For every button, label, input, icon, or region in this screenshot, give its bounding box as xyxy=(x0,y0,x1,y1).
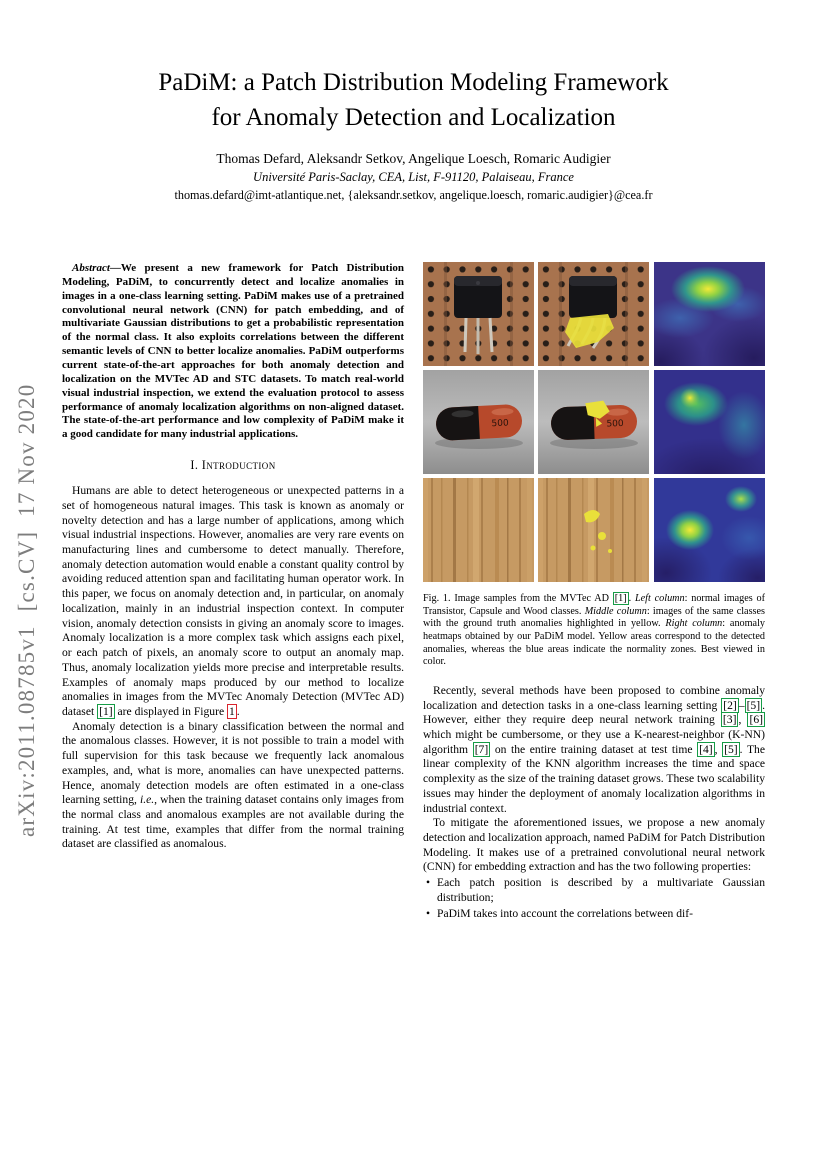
reference-link[interactable]: 1 xyxy=(229,704,235,718)
text-segment: Middle column xyxy=(584,605,647,617)
right-column xyxy=(423,262,765,921)
text-segment: Recently, several methods have been proposed to combine anomaly localization and detection tasks in a one-class learning setting xyxy=(423,683,765,712)
bullet-item-1 xyxy=(423,876,765,905)
text-segment: – xyxy=(738,698,745,712)
arxiv-watermark: arXiv:2011.08785v1 [cs.CV] 17 Nov 2020 xyxy=(14,383,39,837)
intro-paragraph-2 xyxy=(62,720,404,852)
citation-link[interactable]: [5] xyxy=(724,742,738,756)
emails-line: thomas.defard@imt-atlantique.net, {aleksandr.setkov, angelique.loesch, romaric.audigier}@cea.fr xyxy=(174,188,653,202)
citation-link[interactable]: [2] xyxy=(723,698,737,712)
citation-link[interactable]: [7] xyxy=(474,742,489,756)
text-segment: To mitigate the aforementioned issues, we propose a new anomaly detection and localization approach, named PaDiM for Patch Distribution Modeling. It makes use of a pretrained convolutional neural network (CNN) for embedding extraction and has the two following properties: xyxy=(423,816,765,874)
title-line-2: for Anomaly Detection and Localization xyxy=(211,103,616,131)
figure-cell-transistor-heatmap xyxy=(654,262,765,366)
authors-line: Thomas Defard, Aleksandr Setkov, Angelique Loesch, Romaric Audigier xyxy=(216,151,611,166)
affiliation-line: Université Paris-Saclay, CEA, List, F-91120, Palaiseau, France xyxy=(253,170,574,184)
text-segment: : anomaly heatmaps obtained by our PaDiM model. Yellow areas correspond to the detected anomalies, whereas the blue areas indicate the normality zones. Best viewed in color. xyxy=(423,618,766,668)
citation-link[interactable]: [1] xyxy=(614,593,627,604)
citation-link[interactable]: [5] xyxy=(746,698,761,712)
figure-cell-wood-normal xyxy=(423,478,534,582)
figure-cell-transistor-anomaly xyxy=(538,262,649,366)
text-segment: on the entire training dataset at test time xyxy=(490,742,698,756)
text-segment: Humans are able to detect heterogeneous or unexpected patterns in a set of homogeneous natural images. This task is known as anomaly or novelty detection and has a large number of applications, among which visual industrial inspections. However, anomalies are very rare events on manufacturing lines and cumbersome to detect manually. Therefore, anomaly detection automation would enable a constant quality control by avoiding reduced attention span and facilitating human operator work. In this paper, we focus on anomaly detection and, in particular, on anomaly localization, mainly in an industrial inspection context. In computer vision, anomaly detection consists in giving an anomaly score to images. Anomaly localization is a more complex task which assigns each pixel, or each patch of pixels, an anomaly score to output an anomaly map. Thus, anomaly localization yields more precise and interpretable results. Examples of anomaly maps produced by our method to localize anomalies in images from the MVTec Anomaly Detection (MVTec AD) dataset xyxy=(62,484,404,718)
capsule-print-label-2: 500 xyxy=(606,418,625,430)
text-segment: , when the training dataset contains only images from the normal class and anomalous examples are not available during the training. At test time, examples that differ from the normal training dataset are classified as anomalous. xyxy=(62,793,404,851)
figure-cell-capsule-anomaly xyxy=(538,370,649,474)
left-column xyxy=(62,262,404,921)
title-line-1: PaDiM: a Patch Distribution Modeling Framework xyxy=(158,69,669,96)
text-segment: which might be cumbersome, or they use a K-nearest-neighbor (K-NN) algorithm xyxy=(423,728,765,756)
text-segment: —We present a new framework for Patch Distribution Modeling, PaDiM, to concurrently detect and localize anomalies in images in a one-class learning setting. PaDiM makes use of a pretrained convolutional neural network (CNN) for patch embedding, and of multivariate Gaussian distributions to get a probabilistic representation of the normal class. It also exploits correlations between the different semantic levels of CNN to better localize anomalies. PaDiM outperforms current state-of-the-art approaches for both anomaly detection and localization on the MVTec AD and STC datasets. To match real-world visual industrial inspection, we extend the evaluation protocol to assess performance of anomaly localization algorithms on non-aligned dataset. The state-of-the-art performance and low complexity of PaDiM make it a good candidate for many industrial applications. xyxy=(62,262,404,441)
text-segment: Fig. 1. Image samples from the MVTec AD xyxy=(423,593,613,604)
figure1 xyxy=(423,262,765,669)
text-segment: Left column xyxy=(634,593,685,604)
right-paragraph-2 xyxy=(423,816,765,875)
figure-cell-wood-heatmap xyxy=(654,478,765,582)
two-column-body xyxy=(62,262,765,921)
figure1-caption xyxy=(423,593,765,669)
text-segment: , xyxy=(714,742,723,756)
figure-cell-transistor-normal xyxy=(423,262,534,366)
paper-title xyxy=(0,66,827,135)
text-segment: PaDiM takes into account the correlations between dif- xyxy=(437,906,693,920)
text-segment: . The linear complexity of the KNN algorithm increases the time and space complexity as the size of the training dataset grows. These two scalability issues may hinder the deployment of anomaly localization algorithms in industrial context. xyxy=(423,742,765,815)
text-segment: : images of the same classes with the ground truth anomalies highlighted in yellow. xyxy=(423,605,765,630)
bullet-item-2 xyxy=(423,907,765,922)
text-segment: Abstract xyxy=(72,262,110,274)
text-segment: are displayed in Figure xyxy=(114,704,227,718)
text-segment: i.e. xyxy=(140,793,155,807)
paper-header xyxy=(0,66,827,203)
text-segment: . However, either they require deep neural network training xyxy=(423,698,765,727)
text-segment: Anomaly detection is a binary classification between the normal and the anomalous classes. However, it is not possible to train a model with full supervision for this task because we frequently lack anomalous examples, and, what is more, anomalies can have unexpected patterns. Hence, anomaly detection models are often estimated in a one-class learning setting, xyxy=(62,719,404,807)
intro-paragraph-1 xyxy=(62,484,404,720)
text-segment: . xyxy=(628,593,635,604)
abstract-paragraph xyxy=(62,262,404,442)
figure-cell-capsule-heatmap xyxy=(654,370,765,474)
text-segment: Each patch position is described by a multivariate Gaussian distribution; xyxy=(437,876,765,904)
right-paragraph-1 xyxy=(423,684,765,816)
citation-link[interactable]: [1] xyxy=(99,704,113,718)
figure-cell-wood-anomaly xyxy=(538,478,649,582)
figure1-grid xyxy=(423,262,765,582)
citation-link[interactable]: [3] xyxy=(722,713,737,727)
text-segment: , xyxy=(738,713,748,727)
text-segment: Right column xyxy=(665,618,723,630)
citation-link[interactable]: [6] xyxy=(749,713,763,727)
text-segment: . xyxy=(236,704,240,718)
citation-link[interactable]: [4] xyxy=(699,742,713,756)
text-segment: : normal images of Transistor, Capsule and Wood classes. xyxy=(423,593,766,617)
section-heading-introduction: I. Introduction xyxy=(190,458,276,473)
capsule-print-label: 500 xyxy=(491,418,509,430)
figure-cell-capsule-normal xyxy=(423,370,534,474)
